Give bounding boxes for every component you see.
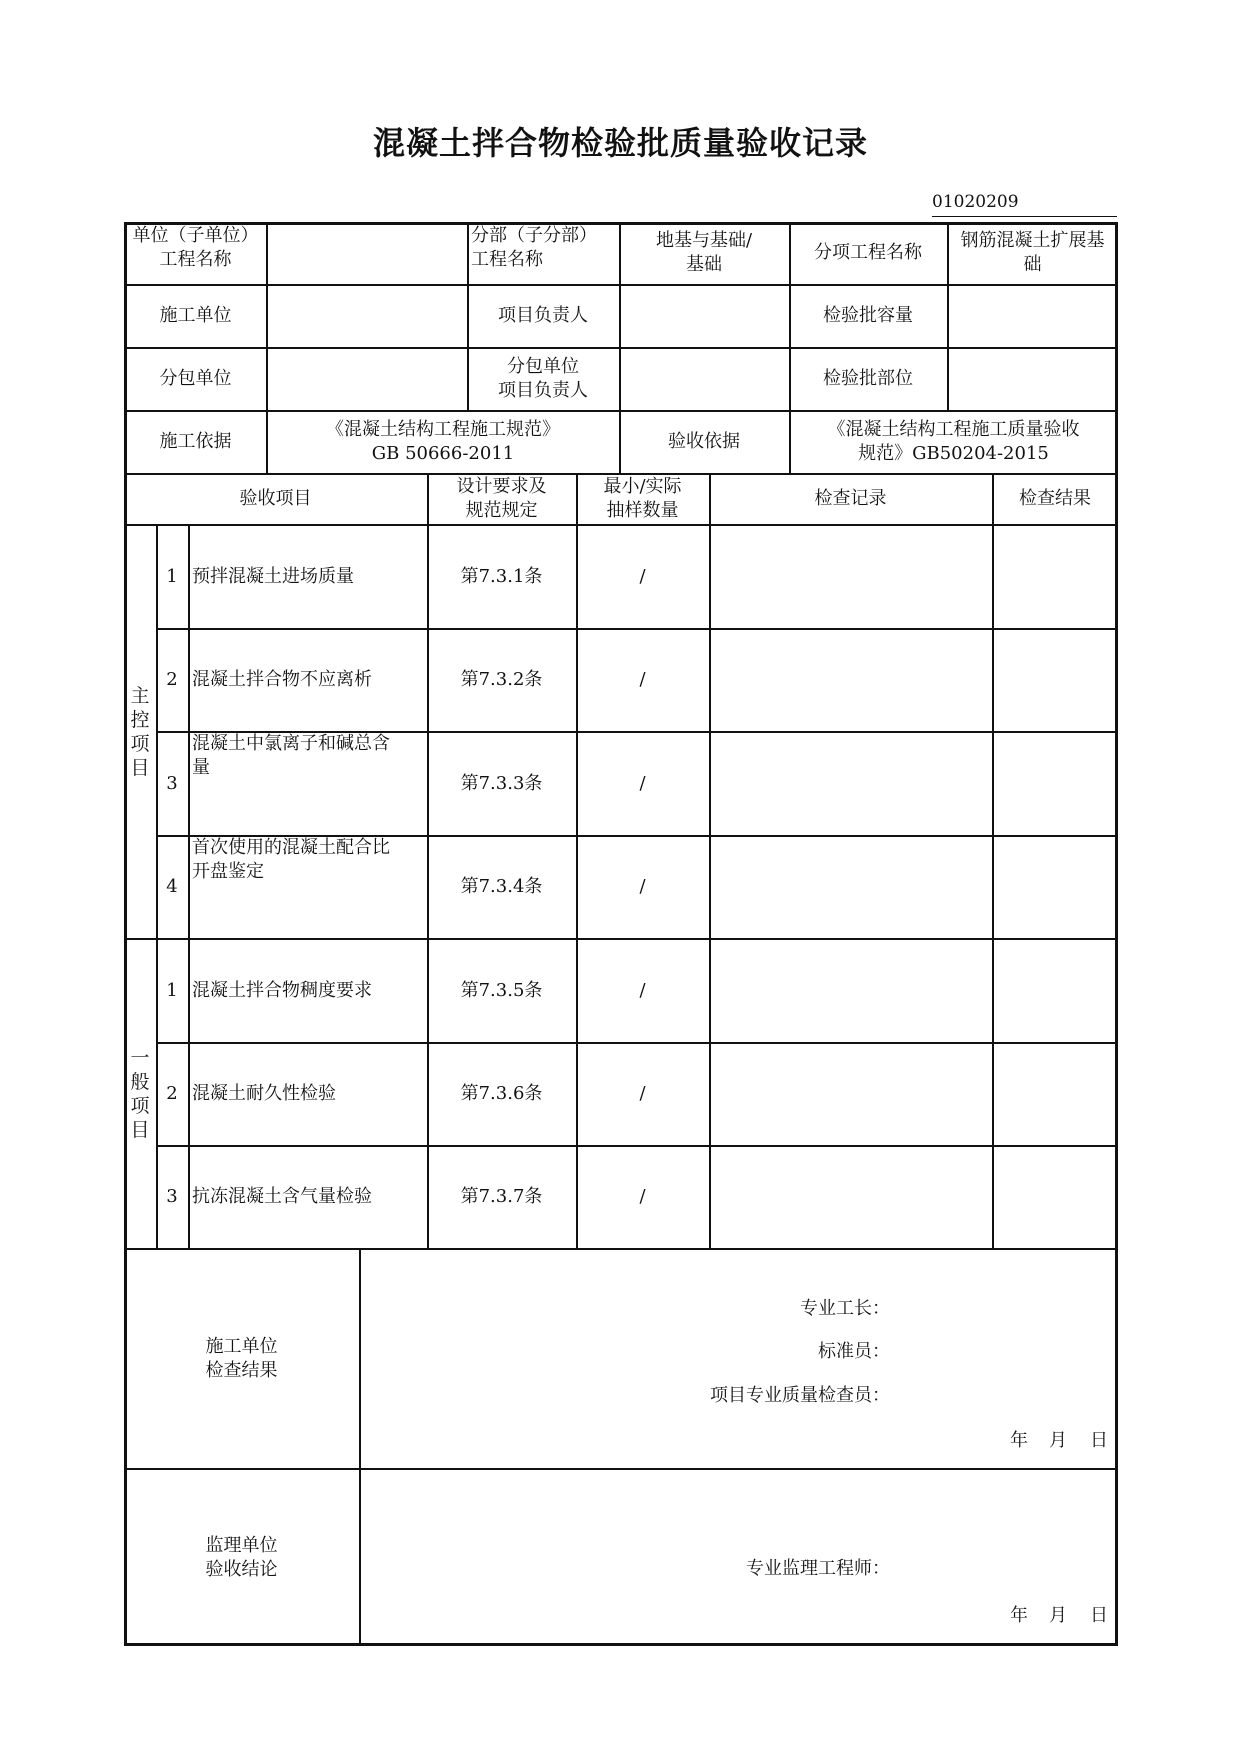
batch-location-value[interactable]	[947, 348, 1118, 410]
batch-location-label: 检验批部位	[823, 368, 913, 389]
item-record[interactable]	[709, 732, 992, 835]
foreman-signature-label: 专业工长：	[800, 1298, 890, 1319]
standard-officer-signature-label: 标准员：	[818, 1341, 890, 1362]
item-number: 1	[166, 565, 178, 587]
item-number: 2	[166, 669, 178, 690]
item-clause: 第7.3.3条	[460, 772, 543, 794]
item-sample: /	[639, 669, 646, 690]
sub-manager-value[interactable]	[619, 348, 789, 410]
item-number: 1	[166, 979, 178, 1001]
subcontractor-label: 分包单位	[159, 368, 232, 389]
item-record[interactable]	[709, 525, 992, 628]
item-number: 2	[166, 1083, 178, 1104]
unit-project-label: 单位（子单位）工程名称	[132, 225, 259, 270]
item-name: 抗冻混凝土含气量检验	[192, 1186, 372, 1207]
item-sample: /	[639, 565, 646, 587]
col-divider	[359, 1248, 361, 1646]
item-name: 混凝土拌合物稠度要求	[192, 979, 372, 1001]
contractor-check-label: 施工单位 检查结果	[205, 1335, 278, 1381]
supervisor-check-label: 监理单位 验收结论	[205, 1534, 278, 1580]
subcontractor-value[interactable]	[267, 348, 467, 410]
col-header-record: 检查记录	[814, 488, 887, 509]
division-value: 地基与基础/ 基础	[655, 230, 753, 275]
item-result[interactable]	[992, 939, 1118, 1042]
quality-inspector-signature-label: 项目专业质量检查员：	[710, 1385, 890, 1406]
item-result[interactable]	[992, 1043, 1118, 1145]
item-name: 混凝土中氯离子和碱总含 量	[192, 733, 390, 778]
col-header-result: 检查结果	[1019, 488, 1091, 509]
unit-project-value[interactable]	[267, 222, 467, 284]
construction-basis-value: 《混凝土结构工程施工规范》 GB 50666-2011	[326, 419, 560, 464]
item-record[interactable]	[709, 836, 992, 938]
item-sample: /	[639, 876, 646, 897]
supervisor-engineer-signature-label: 专业监理工程师：	[746, 1558, 890, 1579]
batch-capacity-label: 检验批容量	[823, 305, 913, 326]
item-name: 混凝土拌合物不应离析	[192, 669, 372, 690]
item-sample: /	[639, 979, 646, 1001]
sub-manager-label: 分包单位 项目负责人	[498, 356, 588, 401]
construction-basis-label: 施工依据	[159, 431, 232, 452]
item-record[interactable]	[709, 629, 992, 731]
general-group-label: 一 般 项 目	[130, 1046, 150, 1141]
item-clause: 第7.3.6条	[460, 1083, 543, 1104]
col-header-design: 设计要求及 规范规定	[456, 476, 547, 521]
item-record[interactable]	[709, 939, 992, 1042]
item-sample: /	[639, 1083, 646, 1104]
item-result[interactable]	[992, 525, 1118, 628]
item-clause: 第7.3.1条	[460, 565, 543, 587]
item-name: 混凝土耐久性检验	[192, 1083, 336, 1104]
item-clause: 第7.3.5条	[460, 979, 543, 1001]
subitem-label: 分项工程名称	[814, 242, 922, 263]
page-title: 混凝土拌合物检验批质量验收记录	[372, 124, 868, 162]
col-header-item: 验收项目	[239, 488, 312, 509]
item-clause: 第7.3.2条	[460, 669, 543, 690]
item-name: 预拌混凝土进场质量	[192, 565, 354, 587]
item-record[interactable]	[709, 1146, 992, 1248]
form-code: 01020209	[932, 192, 1117, 217]
item-sample: /	[639, 772, 646, 794]
project-manager-label: 项目负责人	[498, 305, 588, 326]
item-sample: /	[639, 1186, 646, 1207]
item-clause: 第7.3.4条	[460, 876, 543, 897]
project-manager-value[interactable]	[619, 285, 789, 347]
division-label: 分部（子分部） 工程名称	[471, 225, 597, 270]
item-result[interactable]	[992, 732, 1118, 835]
col-header-sample: 最小/实际 抽样数量	[603, 476, 682, 521]
item-clause: 第7.3.7条	[460, 1186, 543, 1207]
contractor-value[interactable]	[267, 285, 467, 347]
item-number: 3	[166, 772, 178, 794]
item-number: 4	[166, 876, 178, 897]
item-number: 3	[166, 1186, 178, 1207]
contractor-label: 施工单位	[159, 305, 232, 326]
acceptance-basis-value: 《混凝土结构工程施工质量验收 规范》GB50204-2015	[827, 419, 1080, 464]
item-result[interactable]	[992, 836, 1118, 938]
item-record[interactable]	[709, 1043, 992, 1145]
item-result[interactable]	[992, 629, 1118, 731]
item-name: 首次使用的混凝土配合比 开盘鉴定	[192, 837, 390, 882]
subitem-value: 钢筋混凝土扩展基 础	[960, 230, 1105, 275]
batch-capacity-value[interactable]	[947, 285, 1118, 347]
acceptance-basis-label: 验收依据	[668, 431, 740, 452]
item-result[interactable]	[992, 1146, 1118, 1248]
main-control-group-label: 主 控 项 目	[130, 684, 150, 779]
